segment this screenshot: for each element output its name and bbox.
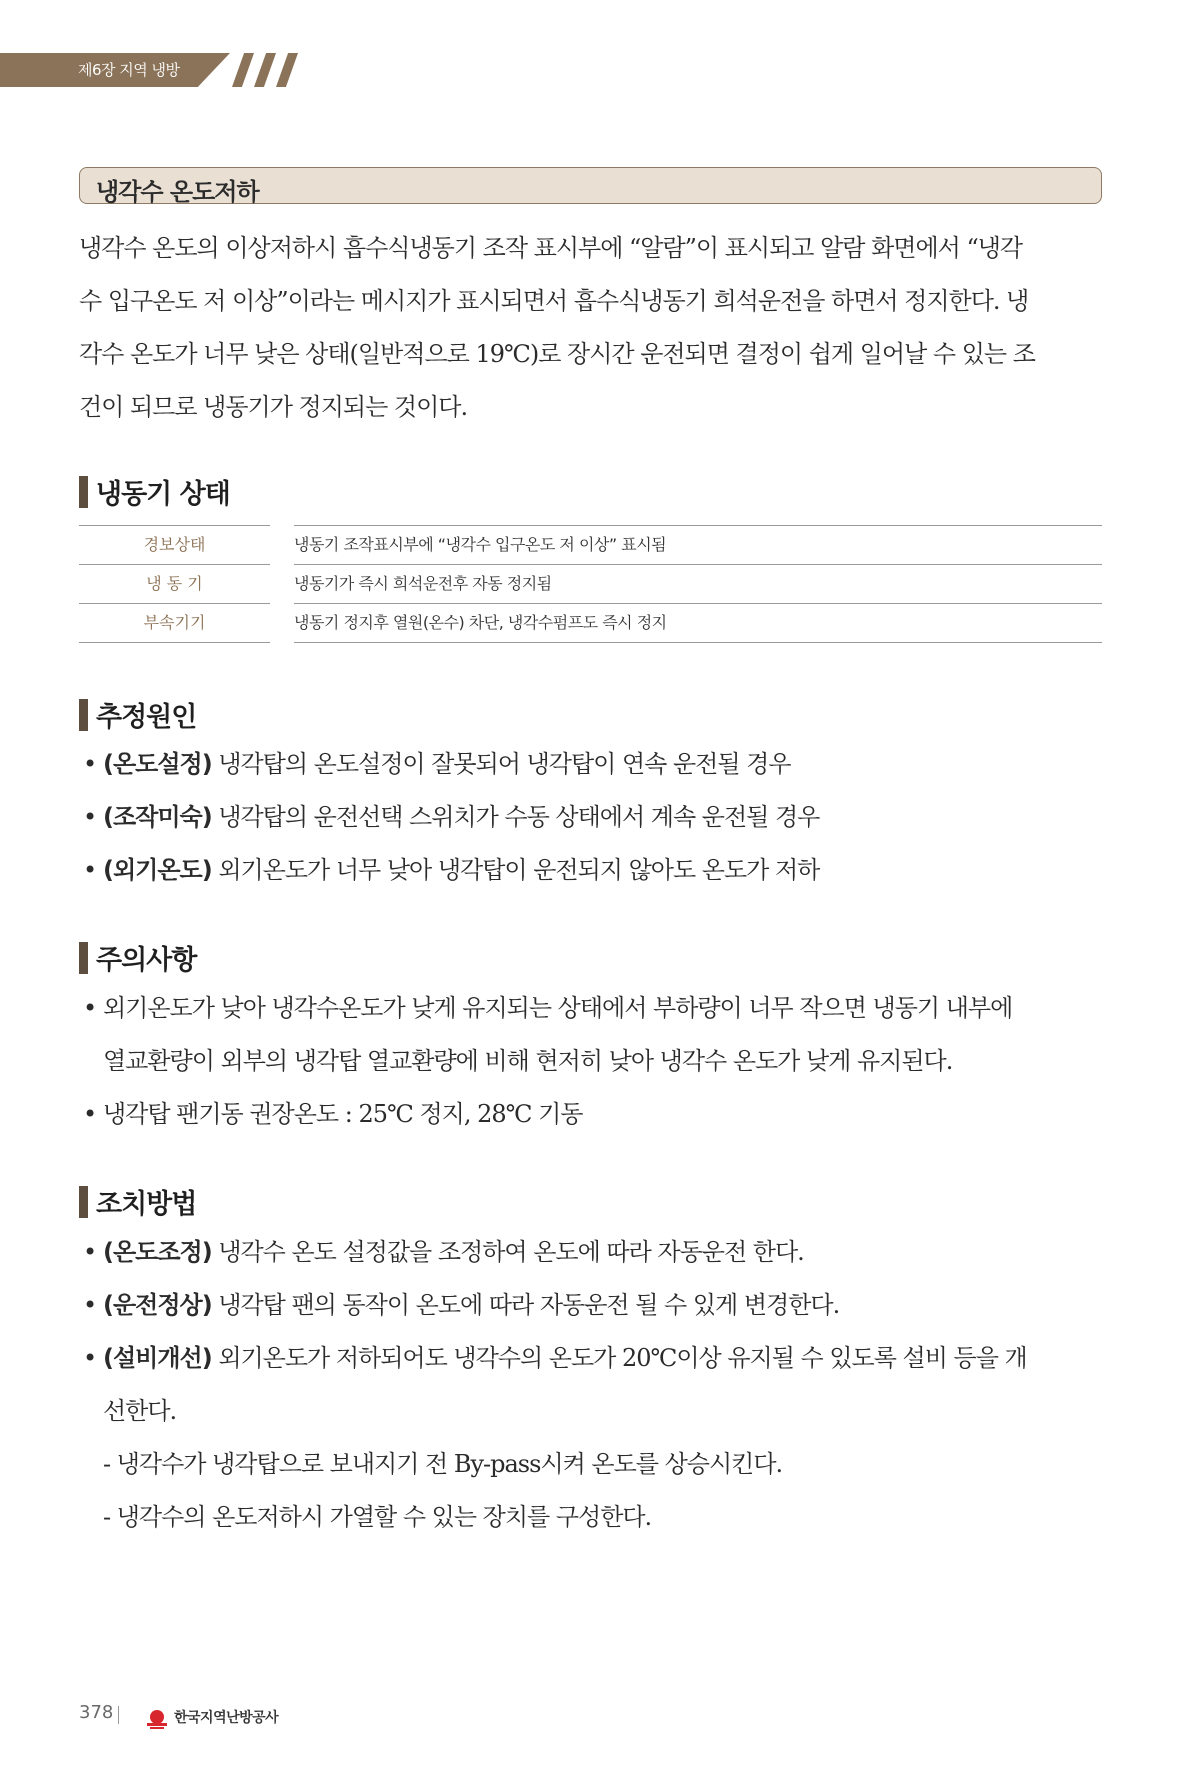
sub-item: - 냉각수의 온도저하시 가열할 수 있는 장치를 구성한다.	[103, 1503, 652, 1531]
status-value: 냉동기가 즉시 희석운전후 자동 정지됨	[294, 574, 552, 593]
item-text: 냉각탑의 운전선택 스위치가 수동 상태에서 계속 운전될 경우	[211, 803, 820, 831]
item-line: 열교환량이 외부의 냉각탑 열교환량에 비해 현저히 낮아 냉각수 온도가 낮게 유지된다.	[103, 1047, 953, 1075]
item-line: 선한다.	[103, 1397, 177, 1425]
item-text: 냉각수 온도 설정값을 조정하여 온도에 따라 자동운전 한다.	[211, 1238, 804, 1266]
footer-separator	[118, 1706, 119, 1724]
heading-bar	[79, 476, 88, 508]
intro-paragraph	[79, 222, 1102, 434]
logo-icon	[146, 1708, 168, 1730]
causes-list	[79, 738, 1102, 897]
logo-base	[147, 1723, 167, 1726]
logo-mark	[150, 1710, 164, 1724]
organization-name: 한국지역난방공사	[174, 1710, 279, 1726]
status-value: 냉동기 조작표시부에 “냉각수 입구온도 저 이상” 표시됨	[294, 535, 667, 554]
list-item	[79, 982, 1102, 1088]
status-key: 부속기기	[143, 613, 206, 632]
section-title: 냉각수 온도저하	[96, 178, 259, 206]
cautions-heading	[79, 938, 196, 977]
list-item	[79, 844, 1102, 897]
intro-line: 냉각수 온도의 이상저하시 흡수식냉동기 조작 표시부에 “알람”이 표시되고 알람 화면에서 “냉각	[79, 234, 1023, 262]
causes-heading-text: 추정원인	[96, 702, 197, 733]
intro-line: 건이 되므로 냉동기가 정지되는 것이다.	[79, 393, 468, 421]
item-text: 외기온도가 너무 낮아 냉각탑이 운전되지 않아도 온도가 저하	[211, 856, 820, 884]
status-key: 냉 동 기	[146, 574, 203, 593]
table-row	[79, 564, 1102, 603]
sub-item: - 냉각수가 냉각탑으로 보내지기 전 By-pass시켜 온도를 상승시킨다.	[103, 1450, 783, 1478]
list-item	[79, 1226, 1102, 1279]
cautions-heading-text: 주의사항	[96, 945, 197, 976]
status-heading	[79, 472, 230, 511]
header-stripe	[232, 53, 254, 87]
chapter-label: 제6장 지역 냉방	[78, 61, 180, 79]
actions-heading-text: 조치방법	[96, 1189, 197, 1220]
item-tag: (설비개선)	[103, 1344, 212, 1372]
item-tag: (조작미숙)	[103, 803, 212, 831]
item-tag: (운전정상)	[103, 1291, 212, 1319]
item-tag: (외기온도)	[103, 856, 212, 884]
list-item	[79, 1279, 1102, 1332]
list-item	[79, 1332, 1102, 1438]
cautions-list	[79, 982, 1102, 1141]
item-text: 냉각탑의 온도설정이 잘못되어 냉각탑이 연속 운전될 경우	[211, 750, 791, 778]
list-item: • 냉각탑 팬기동 권장온도 : 25℃ 정지, 28℃ 기동	[79, 1088, 1102, 1141]
section-banner	[79, 167, 1102, 204]
item-tag: (온도조정)	[103, 1238, 212, 1266]
causes-heading	[79, 695, 196, 734]
table-row	[79, 603, 1102, 642]
actions-list	[79, 1226, 1102, 1544]
header-stripe	[254, 53, 276, 87]
item-text: 외기온도가 저하되어도 냉각수의 온도가 20℃이상 유지될 수 있도록 설비 등을 개	[211, 1344, 1027, 1372]
heading-bar	[79, 1186, 88, 1218]
item-tag: (온도설정)	[103, 750, 212, 778]
heading-bar	[79, 942, 88, 974]
table-row	[79, 525, 1102, 564]
logo-base	[150, 1727, 164, 1729]
intro-line: 수 입구온도 저 이상”이라는 메시지가 표시되면서 흡수식냉동기 희석운전을 하면서 정지한다. 냉	[79, 287, 1029, 315]
heading-bar	[79, 699, 88, 731]
list-item	[79, 738, 1102, 791]
list-item	[79, 791, 1102, 844]
page-number: 378	[79, 1702, 114, 1723]
actions-heading	[79, 1182, 196, 1221]
header-stripe	[276, 53, 298, 87]
status-key: 경보상태	[143, 535, 206, 554]
status-value: 냉동기 정지후 열원(온수) 차단, 냉각수펌프도 즉시 정지	[294, 613, 667, 632]
intro-line: 각수 온도가 너무 낮은 상태(일반적으로 19℃)로 장시간 운전되면 결정이 쉽게 일어날 수 있는 조	[79, 340, 1035, 368]
item-text: 냉각탑 팬의 동작이 온도에 따라 자동운전 될 수 있게 변경한다.	[211, 1291, 840, 1319]
item-line: • 외기온도가 낮아 냉각수온도가 낮게 유지되는 상태에서 부하량이 너무 작으면 냉동기 내부에	[103, 994, 1013, 1022]
item-line	[103, 1332, 1102, 1385]
table-rule	[294, 642, 1102, 643]
status-heading-text: 냉동기 상태	[96, 479, 230, 510]
table-rule	[79, 642, 270, 643]
